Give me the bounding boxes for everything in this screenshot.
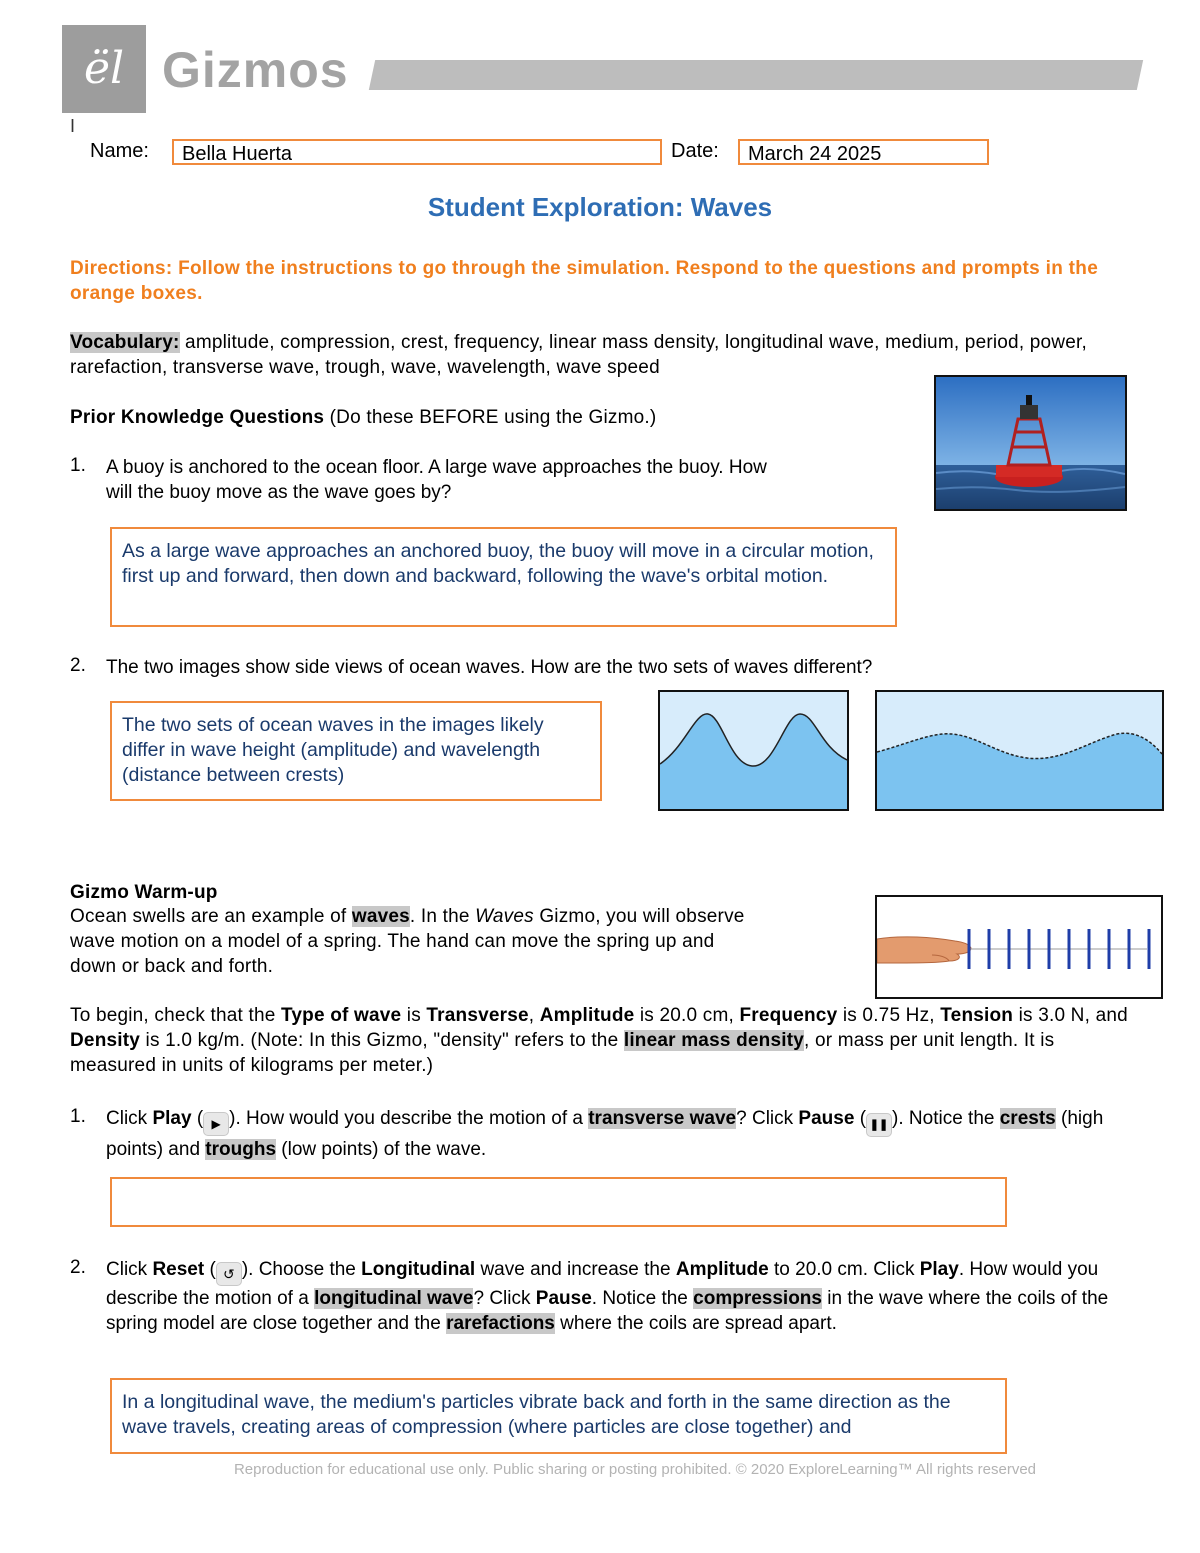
term-troughs: troughs	[205, 1139, 277, 1160]
begin-text: , or mass	[804, 1030, 884, 1051]
q1-text: ). How would you describe the motion of a	[229, 1108, 583, 1129]
prior-q2-text: The two images show side views of ocean waves. How are the two sets of waves different?	[106, 657, 873, 678]
prior-q1-line2: will the buoy move as the wave goes by?	[106, 482, 452, 503]
prior-q1-line1: A buoy is anchored to the ocean floor. A large wave approaches the buoy. How	[106, 457, 767, 478]
q2-text: How would you describe the motion of a	[106, 1259, 1099, 1309]
warmup-term-waves: waves	[351, 906, 410, 927]
q1-text: (high points) and	[106, 1108, 1104, 1160]
q2-text: in	[827, 1288, 843, 1309]
warmup-q2-text	[106, 1257, 1136, 1336]
hand-spring-illustration	[877, 897, 1161, 997]
term-transverse-wave: transverse wave	[588, 1108, 737, 1129]
begin-transverse: Transverse	[426, 1005, 529, 1026]
footer-copyright: Reproduction for educational use only. Public sharing or posting prohibited. © 2020 ExploreLearning™ All rights reserved	[233, 1461, 1037, 1478]
q2-text: .	[958, 1259, 965, 1280]
q2-text: where the coils are	[560, 1313, 720, 1334]
gizmos-logo-mark	[62, 25, 146, 113]
vocabulary-label: Vocabulary:	[70, 332, 180, 353]
begin-type-of-wave: Type of wave	[280, 1005, 402, 1026]
warmup-begin	[70, 1003, 1140, 1078]
begin-amplitude: Amplitude	[539, 1005, 635, 1026]
q1-text: Click	[106, 1108, 148, 1129]
prior-q2-number: 2.	[70, 655, 86, 676]
warmup-q1-text	[106, 1106, 1136, 1162]
wave-image-tall	[658, 690, 849, 811]
begin-density: Density	[70, 1030, 141, 1051]
begin-frequency: Frequency	[739, 1005, 838, 1026]
directions: Directions: Follow the instructions to go through the simulation. Respond to the questions and prompts in the orange boxes.	[70, 258, 1099, 304]
prior-answer-1[interactable]: As a large wave approaches an anchored buoy, the buoy will move in a circular motion, first up and forward, then down and backward, following the wave's orbital motion.	[110, 527, 897, 627]
q2-reset-label: Reset	[152, 1259, 205, 1280]
date-field[interactable]: March 24 2025	[738, 139, 989, 165]
q2-text: . Notice the	[591, 1288, 688, 1309]
begin-text: is 3.0 N, and	[1018, 1005, 1128, 1026]
begin-text: per unit length. It is measured in units of kilograms per meter.)	[70, 1030, 1055, 1076]
q2-text: the wave where the coils of the spring model are close together and the	[106, 1288, 1109, 1334]
begin-text: is 1.0 kg/m. (Note: In this Gizmo, "density" refers to the	[145, 1030, 619, 1051]
vocabulary	[70, 330, 1130, 380]
warmup-intro-line3: down or back and forth.	[70, 956, 274, 977]
begin-text: is 0.75 Hz,	[842, 1005, 935, 1026]
long-waves-illustration	[877, 692, 1162, 809]
term-compressions: compressions	[693, 1288, 822, 1309]
header-bar	[369, 60, 1143, 90]
begin-text: ,	[528, 1005, 535, 1026]
q1-text: ? Click	[736, 1108, 794, 1129]
term-linear-mass-density: linear mass density	[623, 1030, 805, 1051]
warmup-heading: Gizmo Warm-up	[70, 882, 218, 903]
begin-text: is	[406, 1005, 421, 1026]
warmup-intro-b: . In the	[409, 906, 470, 927]
prior-q1-number: 1.	[70, 455, 86, 476]
page-title: Student Exploration: Waves	[427, 192, 773, 222]
q1-play-label: Play	[152, 1108, 192, 1129]
gizmos-logo-text: Gizmos	[162, 42, 349, 98]
warmup-intro	[70, 904, 840, 979]
q1-text: (	[859, 1108, 867, 1129]
q1-text: (low points) of the wave.	[281, 1139, 487, 1160]
begin-text: To begin, check that the	[70, 1005, 276, 1026]
q2-amplitude: Amplitude	[675, 1259, 769, 1280]
warmup-intro-a: Ocean swells are an example of	[70, 906, 347, 927]
buoy-photo	[934, 375, 1127, 511]
q2-text: to 20.0 cm. Click	[774, 1259, 915, 1280]
q2-play: Play	[919, 1259, 959, 1280]
text-cursor: I	[70, 116, 76, 136]
warmup-gizmo-name: Waves	[475, 906, 534, 927]
name-label: Name:	[90, 140, 149, 162]
q2-text: Click	[106, 1259, 148, 1280]
spring-image	[875, 895, 1163, 999]
begin-tension: Tension	[940, 1005, 1014, 1026]
play-icon[interactable]: ▶	[203, 1112, 229, 1136]
q2-text: (	[209, 1259, 216, 1280]
q1-pause-label: Pause	[798, 1108, 855, 1129]
warmup-intro-line2: wave motion on a model of a spring. The hand can move the spring up and	[70, 931, 715, 952]
warmup-q2-number: 2.	[70, 1257, 86, 1278]
warmup-intro-c: Gizmo, you will observe	[539, 906, 745, 927]
q2-text: spread apart.	[724, 1313, 837, 1334]
tall-waves-illustration	[660, 692, 847, 809]
q2-longitudinal: Longitudinal	[361, 1259, 476, 1280]
term-longitudinal-wave: longitudinal wave	[314, 1288, 474, 1309]
name-field[interactable]: Bella Huerta	[172, 139, 662, 165]
q1-text: ). Notice the	[892, 1108, 995, 1129]
prior-answer-2[interactable]: The two sets of ocean waves in the images likely differ in wave height (amplitude) and wavelength (distance between crests)	[110, 701, 602, 801]
logo-glyph: ël	[83, 43, 125, 94]
prior-heading-text: Prior Knowledge Questions	[70, 407, 325, 428]
term-rarefactions: rarefactions	[446, 1313, 555, 1334]
prior-heading-note: (Do these BEFORE using the Gizmo.)	[329, 407, 657, 428]
prior-q1-text	[106, 455, 906, 505]
warmup-answer-1[interactable]	[110, 1177, 1007, 1227]
vocabulary-terms: amplitude, compression, crest, frequency, linear mass density, longitudinal wave, medium, period, power, rarefaction, transverse wave, trough, wave, wavelength, wave speed	[70, 332, 1087, 378]
warmup-q1-number: 1.	[70, 1106, 86, 1127]
q2-text: ? Click	[473, 1288, 531, 1309]
date-label: Date:	[671, 140, 719, 162]
warmup-answer-2[interactable]: In a longitudinal wave, the medium's particles vibrate back and forth in the same direction as the wave travels, creating areas of compression (where particles are close together) and	[110, 1378, 1007, 1454]
wave-image-long	[875, 690, 1164, 811]
q1-text: (	[196, 1108, 204, 1129]
q2-text: ). Choose the	[241, 1259, 356, 1280]
q2-pause: Pause	[535, 1288, 592, 1309]
term-crests: crests	[999, 1108, 1056, 1129]
begin-text: is 20.0 cm,	[639, 1005, 734, 1026]
pause-icon[interactable]: ❚❚	[866, 1113, 892, 1137]
reset-icon[interactable]: ↺	[216, 1262, 242, 1286]
q2-text: wave and increase the	[480, 1259, 671, 1280]
buoy-illustration	[936, 377, 1125, 509]
